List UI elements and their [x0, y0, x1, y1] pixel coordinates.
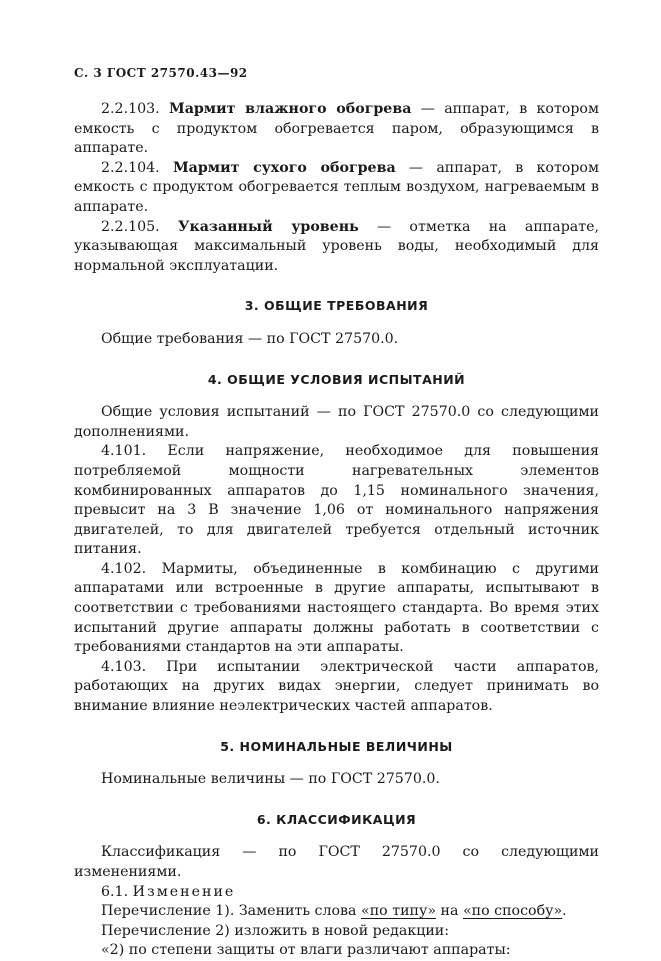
definition: — отметка на аппарате, указывающая максимальный уровень воды, необходимый для нормальной эксплуатации. [74, 218, 600, 274]
term: Мармит сухого обогрева [172, 159, 396, 176]
section-5-text: Номинальные величины — по ГОСТ 27570.0. [101, 771, 440, 788]
document-body [74, 100, 599, 961]
section-5-title: 5. НОМИНАЛЬНЫЕ ВЕЛИЧИНЫ [220, 738, 453, 754]
page-header: С. 3 ГОСТ 27570.43—92 [74, 66, 248, 80]
amendment-line-2: Перечисление 2) изложить в новой редакции: [101, 922, 450, 939]
term: Мармит влажного обогрева [168, 101, 412, 117]
subsection-title: Изменение [132, 883, 236, 900]
definition: — аппарат, в котором емкость с продуктом обогревается теплым воздухом, нагреваемым в аппарате. [74, 159, 600, 215]
section-6-text: Классификация — по ГОСТ 27570.0 со следующими изменениями. [74, 844, 599, 880]
quoted-phrase-new: «по способу» [462, 903, 563, 920]
clause-2-2-105 [74, 218, 599, 277]
clause-6-1 [74, 883, 599, 903]
clause-2-2-103 [74, 100, 599, 159]
clause-2-2-104 [74, 159, 599, 218]
definition: — аппарат, в котором емкость с продуктом обогревается паром, образующимся в аппарате. [74, 101, 599, 157]
section-4-title: 4. ОБЩИЕ УСЛОВИЯ ИСПЫТАНИЙ [207, 371, 466, 387]
amendment-line-1 [74, 902, 599, 922]
section-3-text: Общие требования — по ГОСТ 27570.0. [101, 330, 399, 347]
clause-number: 2.2.103. [101, 101, 160, 117]
text-part: . [562, 903, 567, 920]
clause-number: 2.2.105. [101, 218, 160, 235]
term: Указанный уровень [177, 218, 359, 235]
text-part: на [436, 903, 463, 920]
clause-4-101: 4.101. Если напряжение, необходимое для повышения потребляемой мощности нагревательных элементов комбинированных аппаратов до 1,15 номинального значения, превысит на 3 В значение 1,06 от номинального напряжения двигателей, то для двигателей требуется отдельный источник питания. [74, 443, 599, 558]
section-3-title: 3. ОБЩИЕ ТРЕБОВАНИЯ [244, 298, 429, 314]
quoted-phrase-old: «по типу» [361, 903, 437, 920]
text-part: Перечисление 1). Заменить слова [101, 903, 362, 920]
amendment-line-3: «2) по степени защиты от влаги различают аппараты: [101, 942, 511, 959]
clause-4-102: 4.102. Мармиты, объединенные в комбинацию с другими аппаратами или встроенные в другие аппараты, испытывают в соответствии с требованиями настоящего стандарта. Во время этих испытаний другие аппараты должны работать в соответствии с требованиями стандартов на эти аппараты. [74, 560, 599, 656]
section-4-intro: Общие условия испытаний — по ГОСТ 27570.0 со следующими дополнениями. [74, 404, 599, 440]
section-6-title: 6. КЛАССИФИКАЦИЯ [256, 811, 417, 827]
clause-4-103: 4.103. При испытании электрической части аппаратов, работающих на других видах энергии, следует принимать во внимание влияние неэлектрических частей аппаратов. [74, 658, 599, 715]
clause-number: 6.1. [101, 883, 129, 900]
clause-number: 2.2.104. [101, 159, 160, 176]
